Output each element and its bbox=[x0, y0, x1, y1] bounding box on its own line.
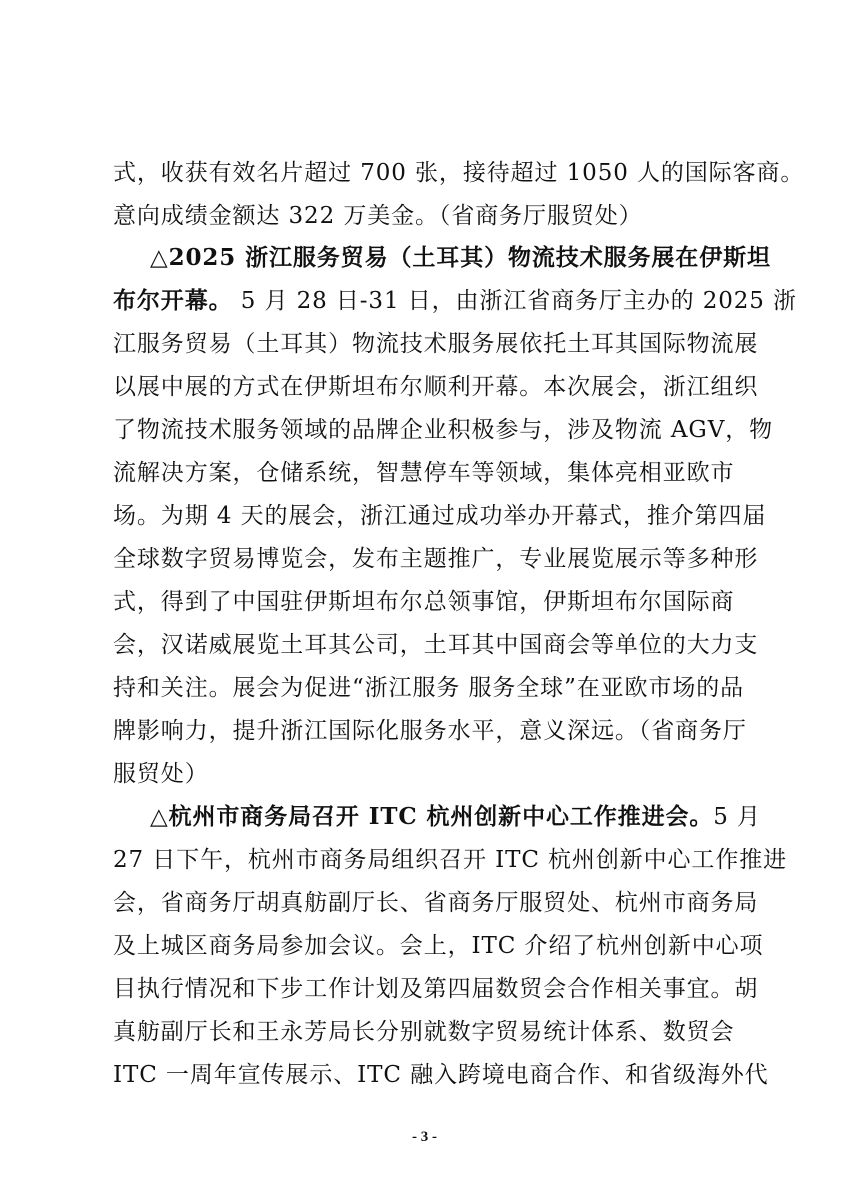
paragraph-line: 持和关注。展会为促进“浙江服务 服务全球”在亚欧市场的品 bbox=[113, 675, 745, 701]
paragraph-line: 会，汉诺威展览土耳其公司，土耳其中国商会等单位的大力支 bbox=[113, 632, 759, 658]
paragraph-line bbox=[150, 802, 761, 832]
paragraph-line: ITC 一周年宣传展示、ITC 融入跨境电商合作、和省级海外代 bbox=[113, 1062, 769, 1088]
page-number: - 3 - bbox=[412, 1129, 437, 1145]
paragraph-line: 式，收获有效名片超过 700 张，接待超过 1050 人的国际客商。 bbox=[113, 160, 805, 186]
section-title-end: 布尔开幕。 bbox=[113, 287, 233, 314]
paragraph-line: 会，省商务厅胡真舫副厅长、省商务厅服贸处、杭州市商务局 bbox=[113, 890, 759, 916]
paragraph-line: 牌影响力，提升浙江国际化服务水平，意义深远。（省商务厅 bbox=[113, 718, 747, 744]
paragraph-line: 真舫副厅长和王永芳局长分别就数字贸易统计体系、数贸会 bbox=[113, 1019, 735, 1045]
paragraph-line: 27 日下午，杭州市商务局组织召开 ITC 杭州创新中心工作推进 bbox=[113, 847, 788, 873]
paragraph-line: 了物流技术服务领域的品牌企业积极参与，涉及物流 AGV，物 bbox=[113, 417, 774, 443]
paragraph-line: 式，得到了中国驻伊斯坦布尔总领事馆，伊斯坦布尔国际商 bbox=[113, 589, 735, 615]
paragraph-line: 江服务贸易（土耳其）物流技术服务展依托土耳其国际物流展 bbox=[113, 331, 759, 357]
paragraph-line: 全球数字贸易博览会，发布主题推广，专业展览展示等多种形 bbox=[113, 546, 759, 572]
paragraph-text: 5 月 bbox=[713, 804, 761, 830]
section-title: △杭州市商务局召开 ITC 杭州创新中心工作推进会。 bbox=[150, 803, 714, 830]
paragraph-line: 意向成绩金额达 322 万美金。（省商务厅服贸处） bbox=[113, 203, 643, 229]
paragraph-line bbox=[113, 286, 797, 316]
paragraph-line: 以展中展的方式在伊斯坦布尔顺利开幕。本次展会，浙江组织 bbox=[113, 374, 759, 400]
paragraph-line: 及上城区商务局参加会议。会上，ITC 介绍了杭州创新中心项 bbox=[113, 933, 764, 959]
paragraph-line: 目执行情况和下步工作计划及第四届数贸会合作相关事宜。胡 bbox=[113, 976, 759, 1002]
section-title: △2025 浙江服务贸易（土耳其）物流技术服务展在伊斯坦 bbox=[150, 244, 771, 271]
paragraph-line: 服贸处） bbox=[113, 761, 209, 787]
paragraph-line: 流解决方案，仓储系统，智慧停车等领域，集体亮相亚欧市 bbox=[113, 460, 735, 486]
paragraph-line: 场。为期 4 天的展会，浙江通过成功举办开幕式，推介第四届 bbox=[113, 503, 767, 529]
paragraph-text: 5 月 28 日-31 日，由浙江省商务厅主办的 2025 浙 bbox=[232, 288, 797, 314]
